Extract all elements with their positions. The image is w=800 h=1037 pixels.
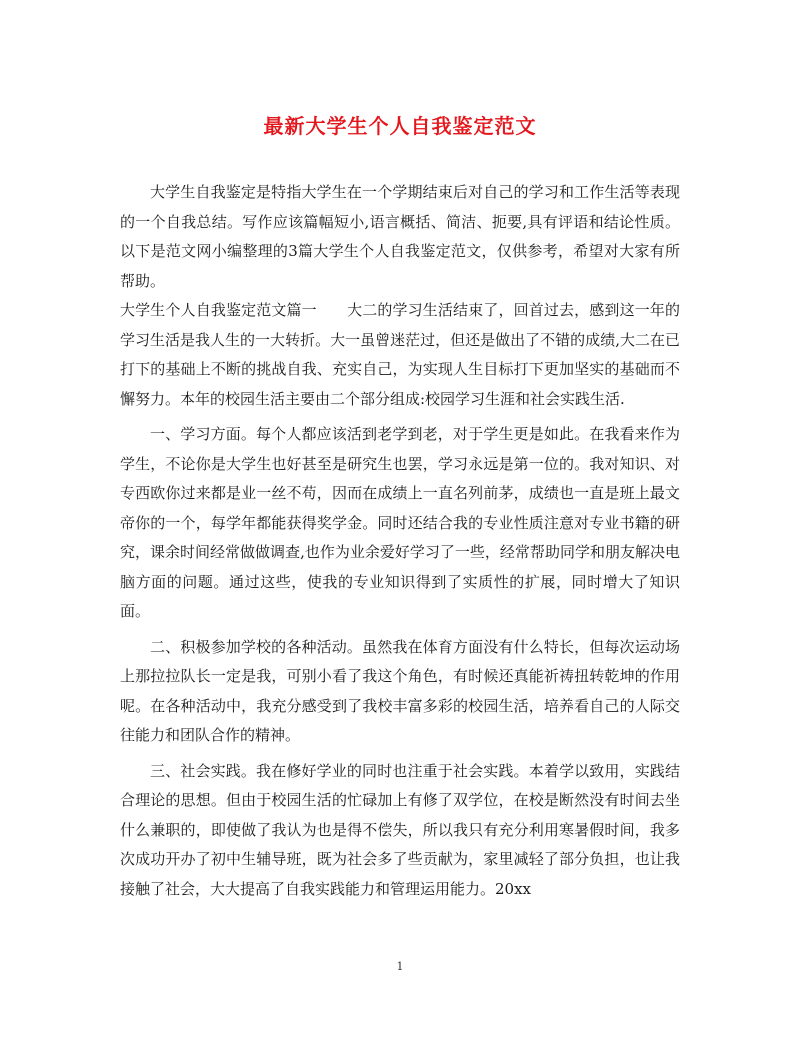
document-title: 最新大学生个人自我鉴定范文 xyxy=(263,114,537,138)
paragraph-practice: 三、社会实践。我在修好学业的同时也注重于社会实践。本着学以致用，实践结合理论的思想。但由于校园生活的忙碌加上有修了双学位，在校是断然没有时间去坐什么兼职的，即使做了我认为也是得不偿失，所以我只有充分利用寒暑假时间，我多次成功开办了初中生辅导班，既为社会多了些贡献为，家里减轻了部分负担，也让我接触了社会，大大提高了自我实践能力和管理运用能力。20xx xyxy=(120,761,680,898)
page-number: 1 xyxy=(396,960,404,973)
paragraph-study: 一、学习方面。每个人都应该活到老学到老，对于学生更是如此。在我看来作为学生，不论你是大学生也好甚至是研究生也罢，学习永远是第一位的。我对知识、对专西欧你过来都是业一丝不苟，因而在成绩上一直名列前茅，成绩也一直是班上最文帝你的一个，每学年都能获得奖学金。同时还结合我的专业性质注意对专业书籍的研究，课余时间经常做做调查,也作为业余爱好学习了一些，经常帮助同学和朋友解决电脑方面的问题。通过这些，使我的专业知识得到了实质性的扩展，同时增大了知识面。 xyxy=(120,425,680,620)
paragraph-article-one: 大学生个人自我鉴定范文篇一 大二的学习生活结束了，回首过去，感到这一年的学习生活是我人生的一大转折。大一虽曾迷茫过，但还是做出了不错的成绩,大二在已打下的基础上不断的挑战自我、充实自己，为实现人生目标打下更加坚实的基础而不懈努力。本年的校园生活主要由二个部分组成:校园学习生涯和社会实践生活. xyxy=(120,301,680,408)
paragraph-intro: 大学生自我鉴定是特指大学生在一个学期结束后对自己的学习和工作生活等表现的一个自我总结。写作应该篇幅短小,语言概括、简洁、扼要,具有评语和结论性质。以下是范文网小编整理的3篇大学生个人自我鉴定范文，仅供参考，希望对大家有所帮助。 xyxy=(120,183,680,290)
paragraph-activities: 二、积极参加学校的各种活动。虽然我在体育方面没有什么特长，但每次运动场上那拉拉队长一定是我，可别小看了我这个角色，有时候还真能祈祷扭转乾坤的作用呢。在各种活动中，我充分感受到了我校丰富多彩的校园生活，培养看自己的人际交往能力和团队合作的精神。 xyxy=(120,637,680,744)
document-body xyxy=(120,178,680,904)
